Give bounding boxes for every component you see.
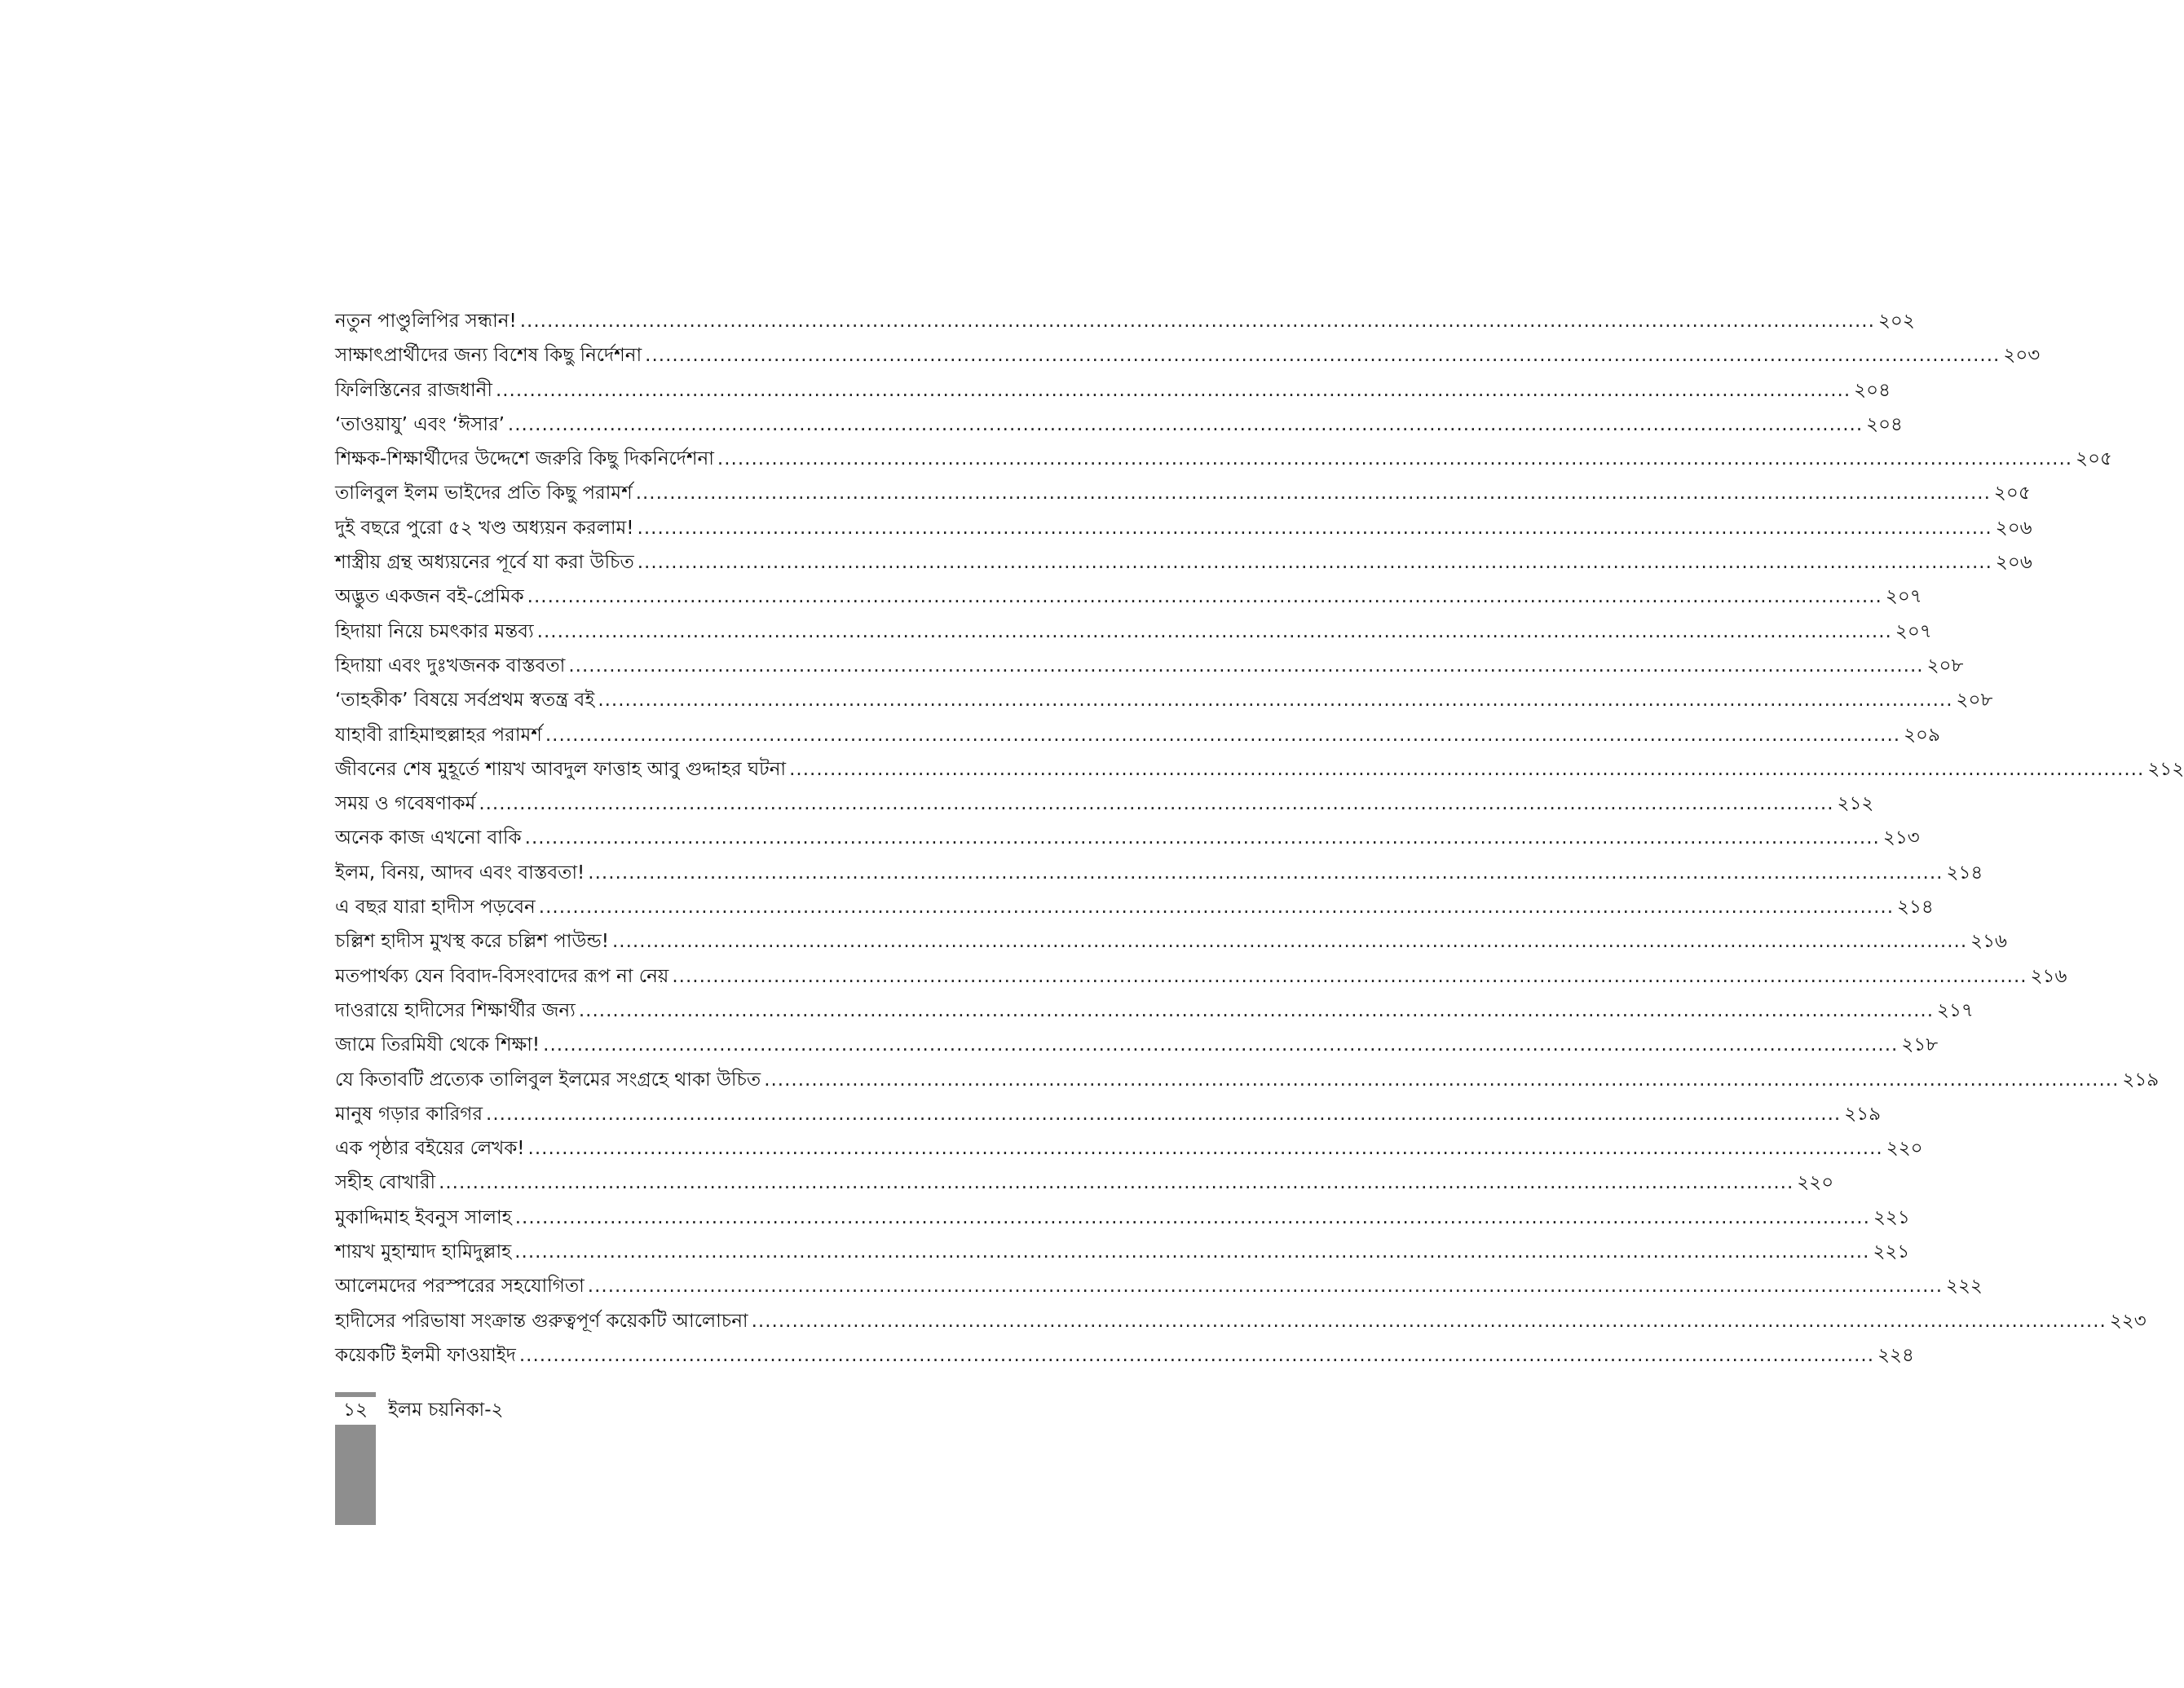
- dot-leader: [764, 1063, 2119, 1097]
- toc-entry-page: ২২৩: [2109, 1310, 2146, 1332]
- toc-entry-page: ২২০: [1797, 1172, 1834, 1194]
- toc-entry-page: ২১৬: [1970, 931, 2008, 953]
- toc-entry-page: ২২২: [1946, 1276, 1983, 1298]
- toc-entry: [335, 683, 1993, 717]
- toc-entry-title: অনেক কাজ এখনো বাকি: [335, 827, 522, 849]
- dot-leader: [579, 994, 1934, 1028]
- toc-entry-page: ২১৯: [2122, 1069, 2160, 1091]
- toc-entry: [335, 408, 1903, 442]
- toc-entry: [335, 1131, 1923, 1166]
- toc-entry-title: দাওরায়ে হাদীসের শিক্ষার্থীর জন্য: [335, 999, 576, 1021]
- toc-entry: [335, 1269, 1983, 1303]
- toc-entry: [335, 959, 2067, 994]
- toc-entry-title: হিদায়া এবং দুঃখজনক বাস্তবতা: [335, 654, 566, 677]
- dot-leader: [486, 1097, 1841, 1131]
- toc-entry-title: অদ্ভুত একজন বই-প্রেমিক: [335, 586, 524, 608]
- toc-entry: [335, 821, 1920, 855]
- dot-leader: [537, 615, 1892, 649]
- toc-entry-page: ২০৪: [1854, 379, 1891, 401]
- toc-entry-title: যে কিতাবটি প্রত্যেক তালিবুল ইলমের সংগ্রহে থাকা উচিত: [335, 1069, 761, 1091]
- page-edge-tab: [335, 1425, 376, 1525]
- toc-entry-page: ২০৮: [1956, 690, 1993, 712]
- toc-entry: [335, 511, 2032, 545]
- dot-leader: [515, 1201, 1870, 1235]
- toc-entry-title: জীবনের শেষ মুহূর্তে শায়খ আবদুল ফাত্তাহ আবু গুদ্দাহর ঘটনা: [335, 758, 787, 780]
- dot-leader: [598, 683, 1952, 717]
- toc-entry: [335, 1166, 1834, 1200]
- toc-entry: [335, 1304, 2146, 1338]
- toc-entry: [335, 1338, 1914, 1373]
- toc-entry: [335, 752, 2184, 787]
- toc-entry: [335, 1028, 1939, 1062]
- toc-entry: [335, 1201, 1910, 1235]
- toc-entry-page: ২১৬: [2030, 965, 2067, 987]
- toc-entry-title: শিক্ষক-শিক্ষার্থীদের উদ্দেশে জরুরি কিছু দিকনির্দেশনা: [335, 448, 714, 470]
- page-number: ১২: [343, 1399, 368, 1421]
- toc-entry-title: এক পৃষ্ঠার বইয়ের লেখক!: [335, 1138, 525, 1160]
- toc-entry-title: যাহাবী রাহিমাহুল্লাহর পরামর্শ: [335, 724, 542, 746]
- dot-leader: [636, 476, 1991, 510]
- dot-leader: [525, 821, 1880, 855]
- toc-entry: [335, 615, 1932, 649]
- toc-entry-page: ২০৪: [1866, 413, 1903, 435]
- toc-entry-page: ২১৭: [1937, 999, 1974, 1021]
- toc-entry-title: জামে তিরমিযী থেকে শিক্ষা!: [335, 1034, 540, 1056]
- toc-entry: [335, 1063, 2160, 1097]
- table-of-contents: [335, 304, 2184, 1373]
- toc-entry-title: মুকাদ্দিমাহ ইবনুস সালাহ: [335, 1206, 512, 1228]
- toc-entry-title: নতুন পাণ্ডুলিপির সন্ধান!: [335, 311, 517, 332]
- toc-entry: [335, 1097, 1882, 1131]
- toc-entry: [335, 580, 1922, 614]
- toc-entry: [335, 545, 2032, 580]
- toc-entry-title: হিদায়া নিয়ে চমৎকার মন্তব্য: [335, 620, 534, 642]
- dot-leader: [519, 1338, 1874, 1373]
- toc-entry: [335, 890, 1934, 924]
- toc-entry-title: তালিবুল ইলম ভাইদের প্রতি কিছু পরামর্শ: [335, 483, 633, 505]
- toc-entry: [335, 476, 2031, 510]
- dot-leader: [545, 718, 1900, 752]
- toc-entry-title: ‘তাহকীক’ বিষয়ে সর্বপ্রথম স্বতন্ত্র বই: [335, 690, 595, 712]
- toc-entry-title: ফিলিস্তিনের রাজধানী: [335, 379, 492, 401]
- toc-entry-page: ২০৫: [2076, 448, 2112, 470]
- toc-entry-page: ২১৪: [1897, 897, 1934, 919]
- toc-entry: [335, 373, 1891, 408]
- toc-entry-page: ২০৩: [2003, 345, 2041, 367]
- dot-leader: [543, 1028, 1898, 1062]
- dot-leader: [672, 959, 2027, 994]
- dot-leader: [638, 545, 1992, 580]
- toc-entry-title: দুই বছরে পুরো ৫২ খণ্ড অধ্যয়ন করলাম!: [335, 517, 634, 539]
- toc-entry-page: ২১৩: [1882, 827, 1920, 849]
- dot-leader: [528, 1131, 1883, 1166]
- toc-entry-page: ২১২: [2147, 758, 2184, 780]
- dot-leader: [539, 890, 1894, 924]
- dot-leader: [520, 304, 1875, 338]
- toc-entry: [335, 856, 1983, 890]
- toc-entry-page: ২১৮: [1901, 1034, 1939, 1056]
- dot-leader: [508, 408, 1863, 442]
- toc-entry: [335, 994, 1974, 1028]
- dot-leader: [568, 649, 1923, 683]
- toc-entry: [335, 338, 2041, 372]
- toc-entry-page: ২২৪: [1877, 1344, 1914, 1366]
- toc-entry-title: আলেমদের পরস্পরের সহযোগিতা: [335, 1276, 585, 1298]
- toc-entry-page: ২১৪: [1946, 862, 1983, 884]
- toc-entry-page: ২০৯: [1904, 724, 1940, 746]
- toc-entry-title: সহীহ বোখারী: [335, 1172, 436, 1194]
- toc-entry: [335, 718, 1940, 752]
- toc-entry: [335, 649, 1964, 683]
- toc-entry-title: সাক্ষাৎপ্রার্থীদের জন্য বিশেষ কিছু নির্দেশনা: [335, 345, 642, 367]
- toc-entry-title: ইলম, বিনয়, আদব এবং বাস্তবতা!: [335, 862, 585, 884]
- dot-leader: [496, 373, 1851, 408]
- toc-entry: [335, 304, 1915, 338]
- toc-entry-title: এ বছর যারা হাদীস পড়বেন: [335, 897, 536, 919]
- toc-entry: [335, 924, 2008, 959]
- running-footer-title: ইলম চয়নিকা-২: [388, 1399, 504, 1421]
- dot-leader: [717, 442, 2072, 476]
- toc-entry-page: ২০৫: [1993, 483, 2031, 505]
- toc-entry-page: ২১২: [1837, 793, 1874, 815]
- toc-entry-title: ‘তাওয়াযু’ এবং ‘ঈসার’: [335, 413, 505, 435]
- toc-entry-page: ২২১: [1873, 1206, 1910, 1228]
- toc-entry-page: ২০৬: [1995, 517, 2032, 539]
- toc-entry-page: ২০২: [1877, 311, 1915, 332]
- dot-leader: [514, 1235, 1869, 1269]
- toc-entry: [335, 787, 1874, 821]
- toc-entry-page: ২০৮: [1926, 654, 1964, 677]
- dot-leader: [789, 752, 2144, 787]
- toc-entry-page: ২২১: [1873, 1241, 1910, 1263]
- toc-entry: [335, 442, 2112, 476]
- dot-leader: [479, 787, 1833, 821]
- dot-leader: [638, 511, 1992, 545]
- dot-leader: [752, 1304, 2107, 1338]
- dot-leader: [588, 1269, 1943, 1303]
- toc-entry-page: ২০৬: [1995, 552, 2032, 574]
- toc-entry: [335, 1235, 1910, 1269]
- toc-entry-title: হাদীসের পরিভাষা সংক্রান্ত গুরুত্বপূর্ণ কয়েকটি আলোচনা: [335, 1310, 748, 1332]
- toc-entry-title: চল্লিশ হাদীস মুখস্থ করে চল্লিশ পাউন্ড!: [335, 931, 609, 953]
- toc-entry-page: ২০৭: [1885, 586, 1922, 608]
- dot-leader: [645, 338, 2000, 372]
- toc-entry-page: ২১৯: [1844, 1103, 1882, 1125]
- toc-entry-title: মতপার্থক্য যেন বিবাদ-বিসংবাদের রূপ না নেয়: [335, 965, 669, 987]
- toc-entry-title: সময় ও গবেষণাকর্ম: [335, 793, 476, 815]
- dot-leader: [588, 856, 1943, 890]
- toc-entry-page: ২০৭: [1895, 620, 1932, 642]
- footer-rule: [335, 1392, 376, 1397]
- toc-entry-title: শায়খ মুহাম্মাদ হামিদুল্লাহ: [335, 1241, 512, 1263]
- dot-leader: [439, 1166, 1794, 1200]
- toc-entry-title: শাস্ত্রীয় গ্রন্থ অধ্যয়নের পূর্বে যা করা উচিত: [335, 552, 634, 574]
- toc-entry-title: মানুষ গড়ার কারিগর: [335, 1103, 483, 1125]
- dot-leader: [527, 580, 1882, 614]
- toc-entry-page: ২২০: [1886, 1138, 1923, 1160]
- dot-leader: [612, 924, 1967, 959]
- toc-entry-title: কয়েকটি ইলমী ফাওয়াইদ: [335, 1344, 516, 1366]
